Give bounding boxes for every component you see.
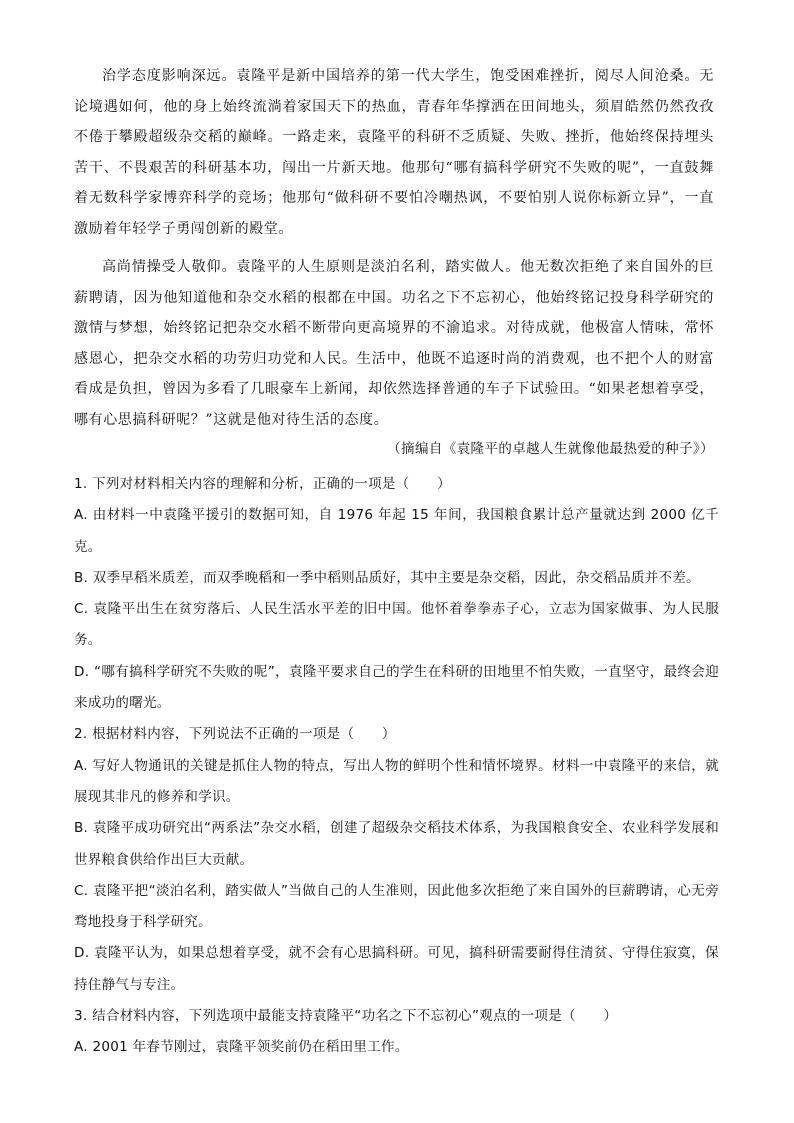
question-3-stem: 3. 结合材料内容，下列选项中最能支持袁隆平“功名之下不忘初心”观点的一项是（ ） bbox=[74, 1008, 618, 1025]
question-2-option-b: B. 袁隆平成功研究出“两系法”杂交水稻，创建了超级杂交稻技术体系，为我国粮食安全、农业科学发展和世界粮食供给作出巨大贡献。 bbox=[74, 820, 719, 868]
question-3-option-a: A. 2001 年春节刚过，袁隆平领奖前仍在稻田里工作。 bbox=[74, 1039, 409, 1056]
question-1-option-b: B. 双季早稻米质差，而双季晚稻和一季中稻则品质好，其中主要是杂交稻，因此，杂交稻品质并不差。 bbox=[74, 569, 700, 586]
question-1-stem: 1. 下列对材料相关内容的理解和分析，正确的一项是（ ） bbox=[74, 476, 451, 492]
question-2-option-d: D. 袁隆平认为，如果总想着享受，就不会有心思搞科研。可见，搞科研需要耐得住清贫、守得住寂寞，保持住静气与专注。 bbox=[74, 945, 719, 993]
source-citation: （摘编自《袁隆平的卓越人生就像他最热爱的种子》） bbox=[387, 441, 714, 457]
question-1-option-d: D. “哪有搞科学研究不失败的呢”，袁隆平要求自己的学生在科研的田地里不怕失败，一直坚守，最终会迎来成功的曙光。 bbox=[74, 663, 719, 712]
question-2-option-a: A. 写好人物通讯的关键是抓住人物的特点，写出人物的鲜明个性和情怀境界。材料一中袁隆平的来信，就展现其非凡的修养和学识。 bbox=[74, 757, 719, 805]
questions-section bbox=[74, 469, 719, 1064]
paragraph-text: 高尚情操受人敬仰。袁隆平的人生原则是淡泊名利，踏实做人。他无数次拒绝了来自国外的巨薪聘请，因为他知道他和杂交水稻的根都在中国。功名之下不忘初心，他始终铭记投身科学研究的激情与梦想，始终铭记把杂交水稻不断带向更高境界的不渝追求。对待成就，他极富人情味，常怀感恩心，把杂交水稻的功劳归功党和人民。生活中，他既不追逐时尚的消费观，也不把个人的财富看成是负担，曾因为多看了几眼豪车上新闻，却依然选择普通的车子下试验田。“如果老想着享受，哪有心思搞科研呢？”这就是他对待生活的态度。 bbox=[74, 259, 714, 428]
question-2-stem: 2. 根据材料内容，下列说法不正确的一项是（ ） bbox=[74, 726, 396, 743]
passage-paragraph-2 bbox=[74, 252, 714, 435]
passage-paragraph-1 bbox=[74, 61, 714, 244]
question-2-option-c: C. 袁隆平把“淡泊名利，踏实做人”当做自己的人生准则，因此他多次拒绝了来自国外的巨薪聘请，心无旁骛地投身于科学研究。 bbox=[74, 882, 719, 931]
question-1-option-c: C. 袁隆平出生在贫穷落后、人民生活水平差的旧中国。他怀着拳拳赤子心，立志为国家做事、为人民服务。 bbox=[74, 601, 719, 649]
question-1-option-a: A. 由材料一中袁隆平援引的数据可知，自 1976 年起 15 年间，我国粮食累计总产量就达到 2000 亿千克。 bbox=[74, 507, 719, 555]
paragraph-text: 治学态度影响深远。袁隆平是新中国培养的第一代大学生，饱受困难挫折，阅尽人间沧桑。无论境遇如何，他的身上始终流淌着家国天下的热血，青春年华撑洒在田间地头，须眉皓然仍然孜孜不倦于攀殿超级杂交稻的巅峰。一路走来，袁隆平的科研不乏质疑、失败、挫折，他始终保持埋头苦干、不畏艰苦的科研基本功，闯出一片新天地。他那句“哪有搞科学研究不失败的呢”，一直鼓舞着无数科学家博弈科学的竞场；他那句“做科研不要怕冷嘲热讽，不要怕别人说你标新立异”，一直激励着年轻学子勇闯创新的殿堂。 bbox=[74, 68, 714, 237]
